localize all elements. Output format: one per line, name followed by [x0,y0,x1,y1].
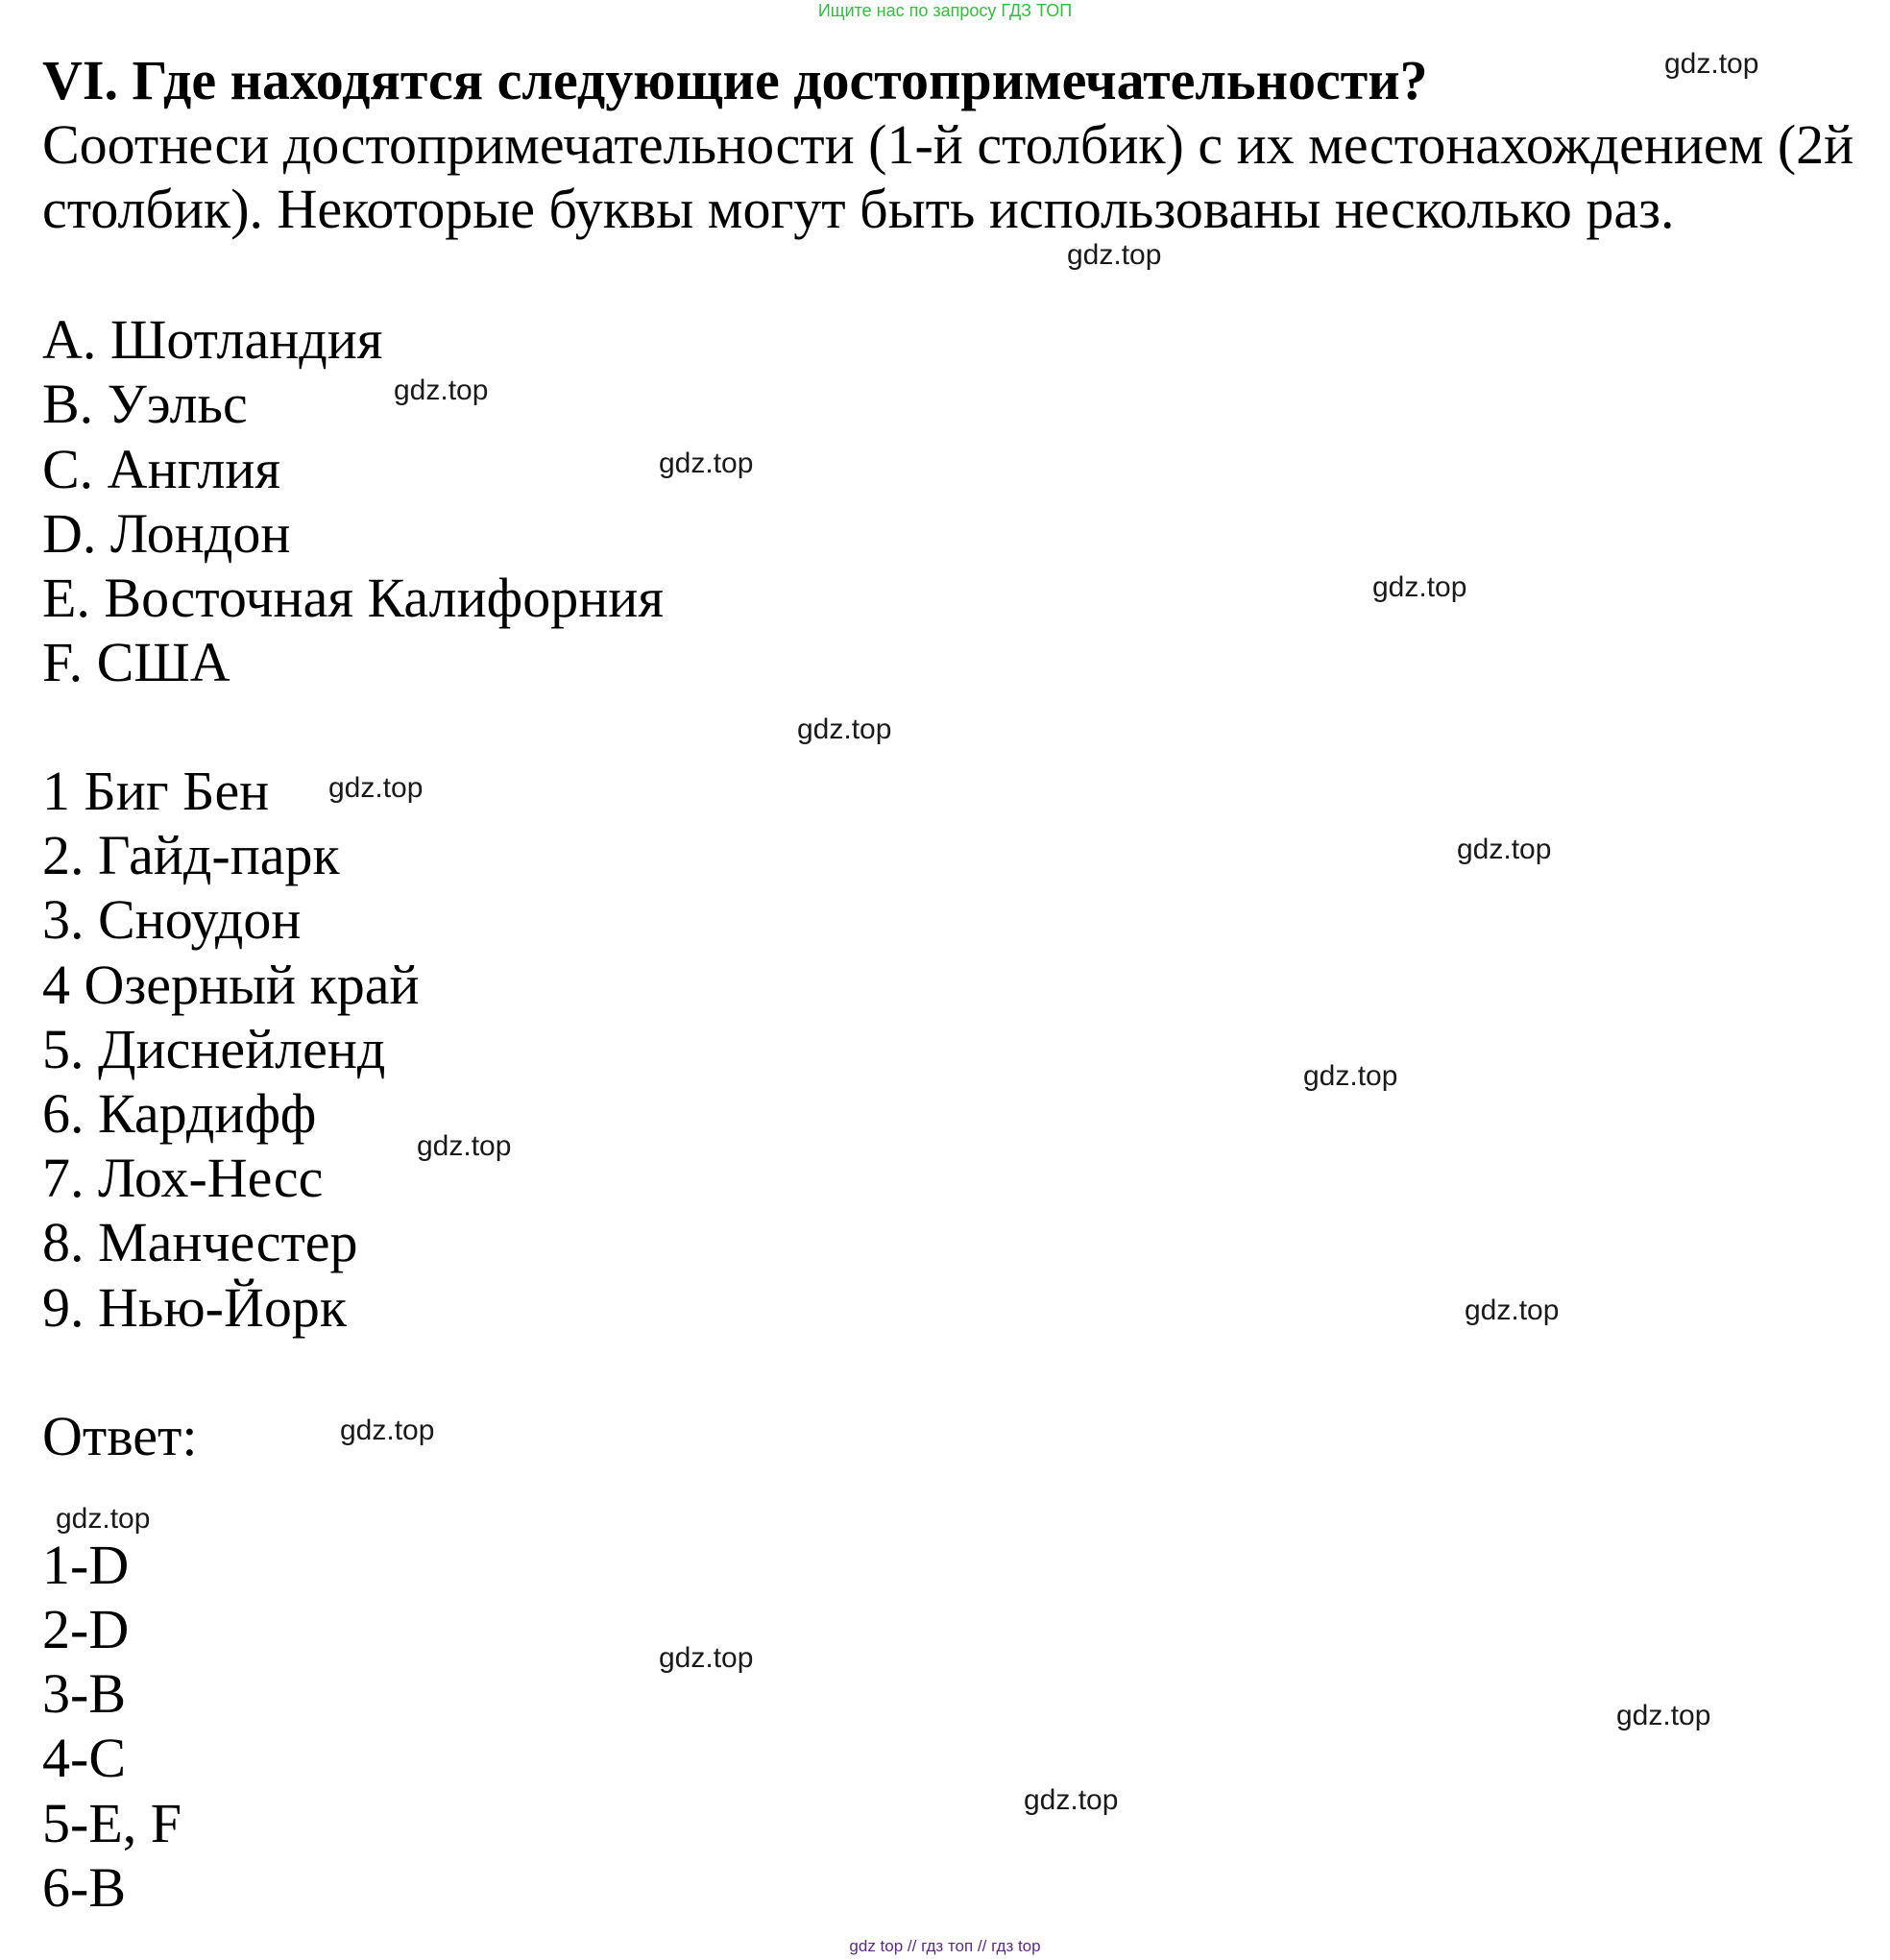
watermark: gdz.top [659,448,754,479]
watermark: gdz.top [659,1642,754,1674]
landmark-item: 3. Сноудон [42,888,302,951]
watermark: gdz.top [340,1415,435,1446]
landmark-item: 9. Нью-Йорк [42,1276,348,1339]
answer-label: Ответ: [42,1405,198,1467]
answer-item: 2-D [42,1598,130,1660]
watermark: gdz.top [1372,571,1467,603]
location-item: A. Шотландия [42,308,383,371]
answer-item: 4-C [42,1727,126,1789]
watermark: gdz.top [328,772,424,804]
answer-item: 5-E, F [42,1792,182,1854]
landmark-item: 6. Кардифф [42,1082,317,1145]
footer-watermark: gdz top // гдз топ // гдз top [849,1937,1041,1955]
watermark: gdz.top [1303,1060,1398,1092]
watermark: gdz.top [1616,1700,1711,1731]
watermark: gdz.top [394,375,489,406]
watermark: gdz.top [56,1503,151,1535]
task-title: VI. Где находятся следующие достопримечательности? [42,49,1428,111]
watermark: gdz.top [1457,834,1552,865]
watermark: gdz.top [797,714,892,745]
watermark: gdz.top [1024,1784,1119,1816]
location-item: E. Восточная Калифорния [42,567,665,629]
answer-item: 1-D [42,1534,130,1596]
landmark-item: 1 Биг Бен [42,760,270,822]
location-item: F. США [42,631,230,693]
watermark: gdz.top [1664,48,1759,80]
location-item: B. Уэльс [42,373,248,435]
landmark-item: 7. Лох-Несс [42,1147,324,1209]
answer-item: 3-B [42,1662,126,1725]
landmark-item: 8. Манчестер [42,1211,358,1273]
watermark: gdz.top [1465,1295,1560,1326]
location-item: D. Лондон [42,502,291,565]
landmark-item: 5. Диснейленд [42,1018,386,1080]
location-item: C. Англия [42,438,281,500]
landmark-item: 4 Озерный край [42,954,420,1016]
watermark: gdz.top [1067,239,1162,271]
task-instruction-line-2: столбик). Некоторые буквы могут быть использованы несколько раз. [42,178,1675,240]
answer-item: 6-B [42,1856,126,1919]
watermark: gdz.top [417,1130,512,1162]
landmark-item: 2. Гайд-парк [42,824,340,886]
top-banner: Ищите нас по запросу ГДЗ ТОП [817,1,1073,20]
task-instruction-line-1: Соотнеси достопримечательности (1-й столбик) с их местонахождением (2й [42,113,1854,176]
